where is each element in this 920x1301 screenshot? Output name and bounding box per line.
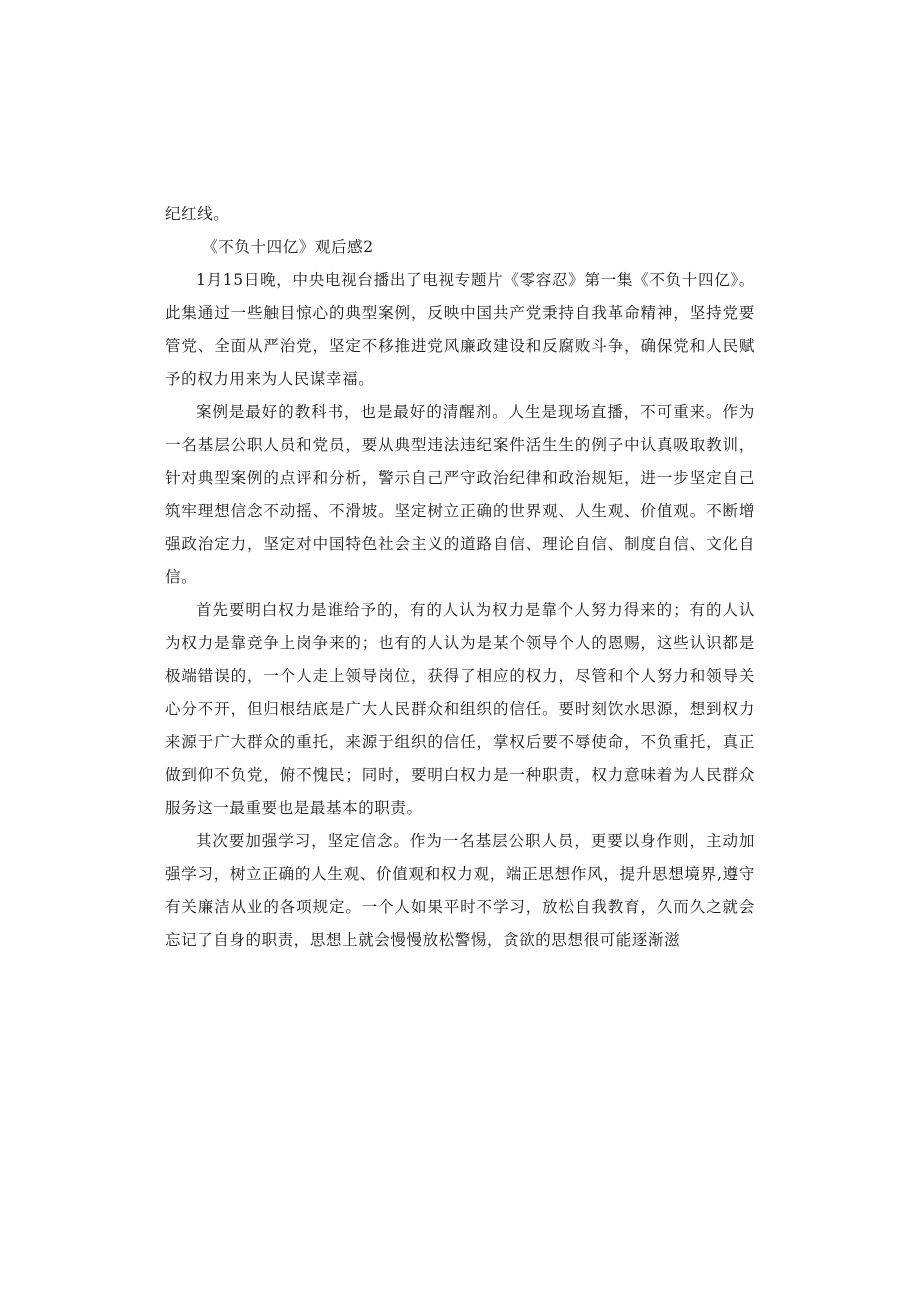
section-title: 《不负十四亿》观后感2	[202, 238, 374, 256]
paragraph-fragment: 纪红线。	[165, 205, 230, 223]
paragraph-3: 首先要明白权力是谁给予的，有的人认为权力是靠个人努力得来的；有的人认为权力是靠竞争上岗争来的；也有的人认为是某个领导个人的恩赐，这些认识都是极端错误的，一个人走上领导岗位，获得了相应的权力，尽管和个人努力和领导关心分不开，但归根结底是广大人民群众和组织的信任。要时刻饮水思源，想到权力来源于广大群众的重托，来源于组织的信任，掌权后要不辱使命，不负重托，真正做到仰不负党，俯不愧民；同时，要明白权力是一种职责，权力意味着为人民群众服务这一最重要也是最基本的职责。	[165, 601, 755, 817]
paragraph-4: 其次要加强学习，坚定信念。作为一名基层公职人员，更要以身作则，主动加强学习，树立正确的人生观、价值观和权力观，端正思想作风，提升思想境界,遵守有关廉洁从业的各项规定。一个人如果平时不学习，放松自我教育，久而久之就会忘记了自身的职责，思想上就会慢慢放松警惕，贪欲的思想很可能逐渐滋	[165, 832, 755, 949]
paragraph-2: 案例是最好的教科书，也是最好的清醒剂。人生是现场直播，不可重来。作为一名基层公职人员和党员，要从典型违法违纪案件活生生的例子中认真吸取教训，针对典型案例的点评和分析，警示自己严守政治纪律和政治规矩，进一步坚定自己筑牢理想信念不动摇、不滑坡。坚定树立正确的世界观、人生观、价值观。不断增强政治定力，坚定对中国特色社会主义的道路自信、理论自信、制度自信、文化自信。	[165, 403, 755, 586]
document-body	[165, 198, 755, 957]
paragraph-1: 1月15日晚，中央电视台播出了电视专题片《零容忍》第一集《不负十四亿》。此集通过一些触目惊心的典型案例，反映中国共产党秉持自我革命精神，坚持党要管党、全面从严治党，坚定不移推进党风廉政建设和反腐败斗争，确保党和人民赋予的权力用来为人民谋幸福。	[165, 271, 755, 388]
